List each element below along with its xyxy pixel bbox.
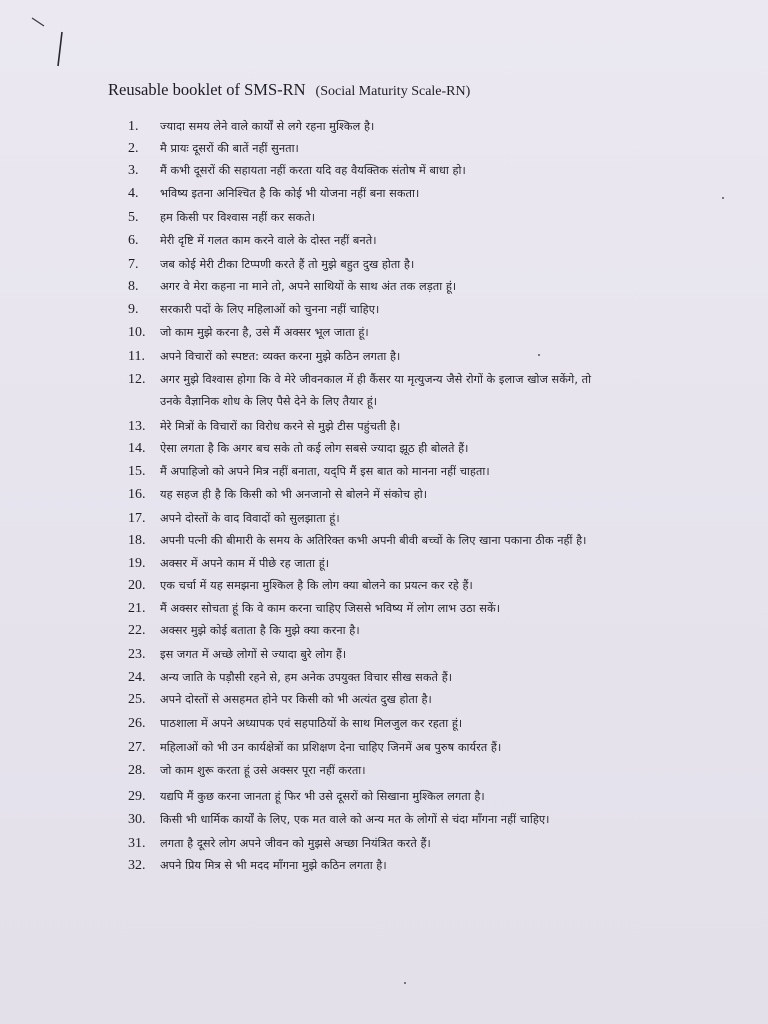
question-number: 30. xyxy=(128,812,146,827)
question-text: ज्यादा समय लेने वाले कार्यों से लगे रहना मुश्किल है। xyxy=(160,120,375,133)
question-text: मेरे मित्रों के विचारों का विरोध करने से मुझे टीस पहुंचती है। xyxy=(160,420,401,433)
question-text: अपने दोस्तों के वाद विवादों को सुलझाता हूं। xyxy=(160,512,340,525)
question-text: जो काम शुरू करता हूं उसे अक्सर पूरा नहीं करता। xyxy=(160,764,366,777)
question-text: अपने प्रिय मित्र से भी मदद माँगना मुझे कठिन लगता है। xyxy=(160,859,387,872)
question-text: ऐसा लगता है कि अगर बच सके तो कई लोग सबसे ज्यादा झूठ ही बोलते हैं। xyxy=(160,442,469,455)
speck xyxy=(722,197,724,199)
question-number: 21. xyxy=(128,601,146,616)
question-text: अगर वे मेरा कहना ना माने तो, अपने साथियों के साथ अंत तक लड़ता हूं। xyxy=(160,280,457,293)
question-text: एक चर्चा में यह समझना मुश्किल है कि लोग क्या बोलने का प्रयत्न कर रहे हैं। xyxy=(160,579,473,592)
subtitle-text: (Social Maturity Scale-RN) xyxy=(315,84,471,99)
question-text: अन्य जाति के पड़ौसी रहने से, हम अनेक उपयुक्त विचार सीख सकते हैं। xyxy=(160,671,453,684)
question-number: 29. xyxy=(128,789,146,804)
question-number: 20. xyxy=(128,578,146,593)
question-text: अपनी पत्नी की बीमारी के समय के अतिरिक्त कभी अपनी बीवी बच्चों के लिए खाना पकाना ठीक नहीं है। xyxy=(160,534,587,547)
question-number: 14. xyxy=(128,441,146,456)
question-number: 22. xyxy=(128,623,146,638)
question-number: 1. xyxy=(128,119,139,134)
question-number: 7. xyxy=(128,257,139,272)
question-number: 9. xyxy=(128,302,139,317)
question-number: 6. xyxy=(128,233,139,248)
question-text: भविष्य इतना अनिश्चित है कि कोई भी योजना नहीं बना सकता। xyxy=(160,187,420,200)
question-number: 13. xyxy=(128,419,146,434)
question-text: जो काम मुझे करना है, उसे मैं अक्सर भूल जाता हूं। xyxy=(160,326,369,339)
question-text: हम किसी पर विश्वास नहीं कर सकते। xyxy=(160,211,316,224)
pen-mark xyxy=(30,14,70,74)
question-text-continued: उनके वैज्ञानिक शोध के लिए पैसे देने के लिए तैयार हूं। xyxy=(160,395,378,408)
question-number: 8. xyxy=(128,279,139,294)
question-text: अपने दोस्तों से असहमत होने पर किसी को भी अत्यंत दुख होता है। xyxy=(160,693,432,706)
question-number: 26. xyxy=(128,716,146,731)
question-text: सरकारी पदों के लिए महिलाओं को चुनना नहीं चाहिए। xyxy=(160,303,380,316)
question-number: 11. xyxy=(128,349,145,364)
question-number: 15. xyxy=(128,464,146,479)
question-text: अक्सर मुझे कोई बताता है कि मुझे क्या करना है। xyxy=(160,624,360,637)
question-number: 5. xyxy=(128,210,139,225)
document-title xyxy=(108,80,470,100)
question-number: 3. xyxy=(128,163,139,178)
question-number: 19. xyxy=(128,556,146,571)
question-text: इस जगत में अच्छे लोगों से ज्यादा बुरे लोग हैं। xyxy=(160,648,347,661)
question-text: यद्यपि मैं कुछ करना जानता हूं फिर भी उसे दूसरों को सिखाना मुश्किल लगता है। xyxy=(160,790,485,803)
speck xyxy=(538,354,540,356)
question-text: पाठशाला में अपने अध्यापक एवं सहपाठियों के साथ मिलजुल कर रहता हूं। xyxy=(160,717,463,730)
question-number: 12. xyxy=(128,372,146,387)
question-text: किसी भी धार्मिक कार्यों के लिए, एक मत वाले को अन्य मत के लोगों से चंदा माँगना नहीं चाहिए। xyxy=(160,813,550,826)
question-number: 24. xyxy=(128,670,146,685)
question-text: जब कोई मेरी टीका टिप्पणी करते हैं तो मुझे बहुत दुख होता है। xyxy=(160,258,415,271)
question-text: अक्सर में अपने काम में पीछे रह जाता हूं। xyxy=(160,557,330,570)
question-number: 2. xyxy=(128,141,139,156)
question-text: अपने विचारों को स्पष्टत: व्यक्त करना मुझे कठिन लगता है। xyxy=(160,350,401,363)
question-text: महिलाओं को भी उन कार्यक्षेत्रों का प्रशिक्षण देना चाहिए जिनमें अब पुरुष कार्यरत हैं। xyxy=(160,741,502,754)
title-text: Reusable booklet of SMS-RN xyxy=(108,80,306,99)
question-text: लगता है दूसरे लोग अपने जीवन को मुझसे अच्छा नियंत्रित करते हैं। xyxy=(160,837,431,850)
question-number: 23. xyxy=(128,647,146,662)
speck xyxy=(404,982,406,984)
question-number: 25. xyxy=(128,692,146,707)
question-number: 32. xyxy=(128,858,146,873)
question-text: मै प्रायः दूसरों की बातें नहीं सुनता। xyxy=(160,142,299,155)
question-number: 16. xyxy=(128,487,146,502)
question-number: 28. xyxy=(128,763,146,778)
question-number: 31. xyxy=(128,836,146,851)
question-text: मैं अपाहिजो को अपने मित्र नहीं बनाता, यद्पि मैं इस बात को मानना नहीं चाहता। xyxy=(160,465,490,478)
question-number: 10. xyxy=(128,325,146,340)
question-number: 17. xyxy=(128,511,146,526)
question-text: अगर मुझे विश्वास होगा कि वे मेरे जीवनकाल में ही कैंसर या मृत्युजन्य जैसे रोगों के इलाज खोज सकेंगे, तो xyxy=(160,373,592,386)
question-text: मैं अक्सर सोचता हूं कि वे काम करना चाहिए जिससे भविष्य में लोग लाभ उठा सकें। xyxy=(160,602,501,615)
question-number: 4. xyxy=(128,186,139,201)
question-number: 18. xyxy=(128,533,146,548)
question-text: मेरी दृष्टि में गलत काम करने वाले के दोस्त नहीं बनते। xyxy=(160,234,377,247)
question-text: यह सहज ही है कि किसी को भी अनजानो से बोलने में संकोच हो। xyxy=(160,488,428,501)
question-text: मैं कभी दूसरों की सहायता नहीं करता यदि वह वैयक्तिक संतोष में बाधा हो। xyxy=(160,164,466,177)
question-number: 27. xyxy=(128,740,146,755)
